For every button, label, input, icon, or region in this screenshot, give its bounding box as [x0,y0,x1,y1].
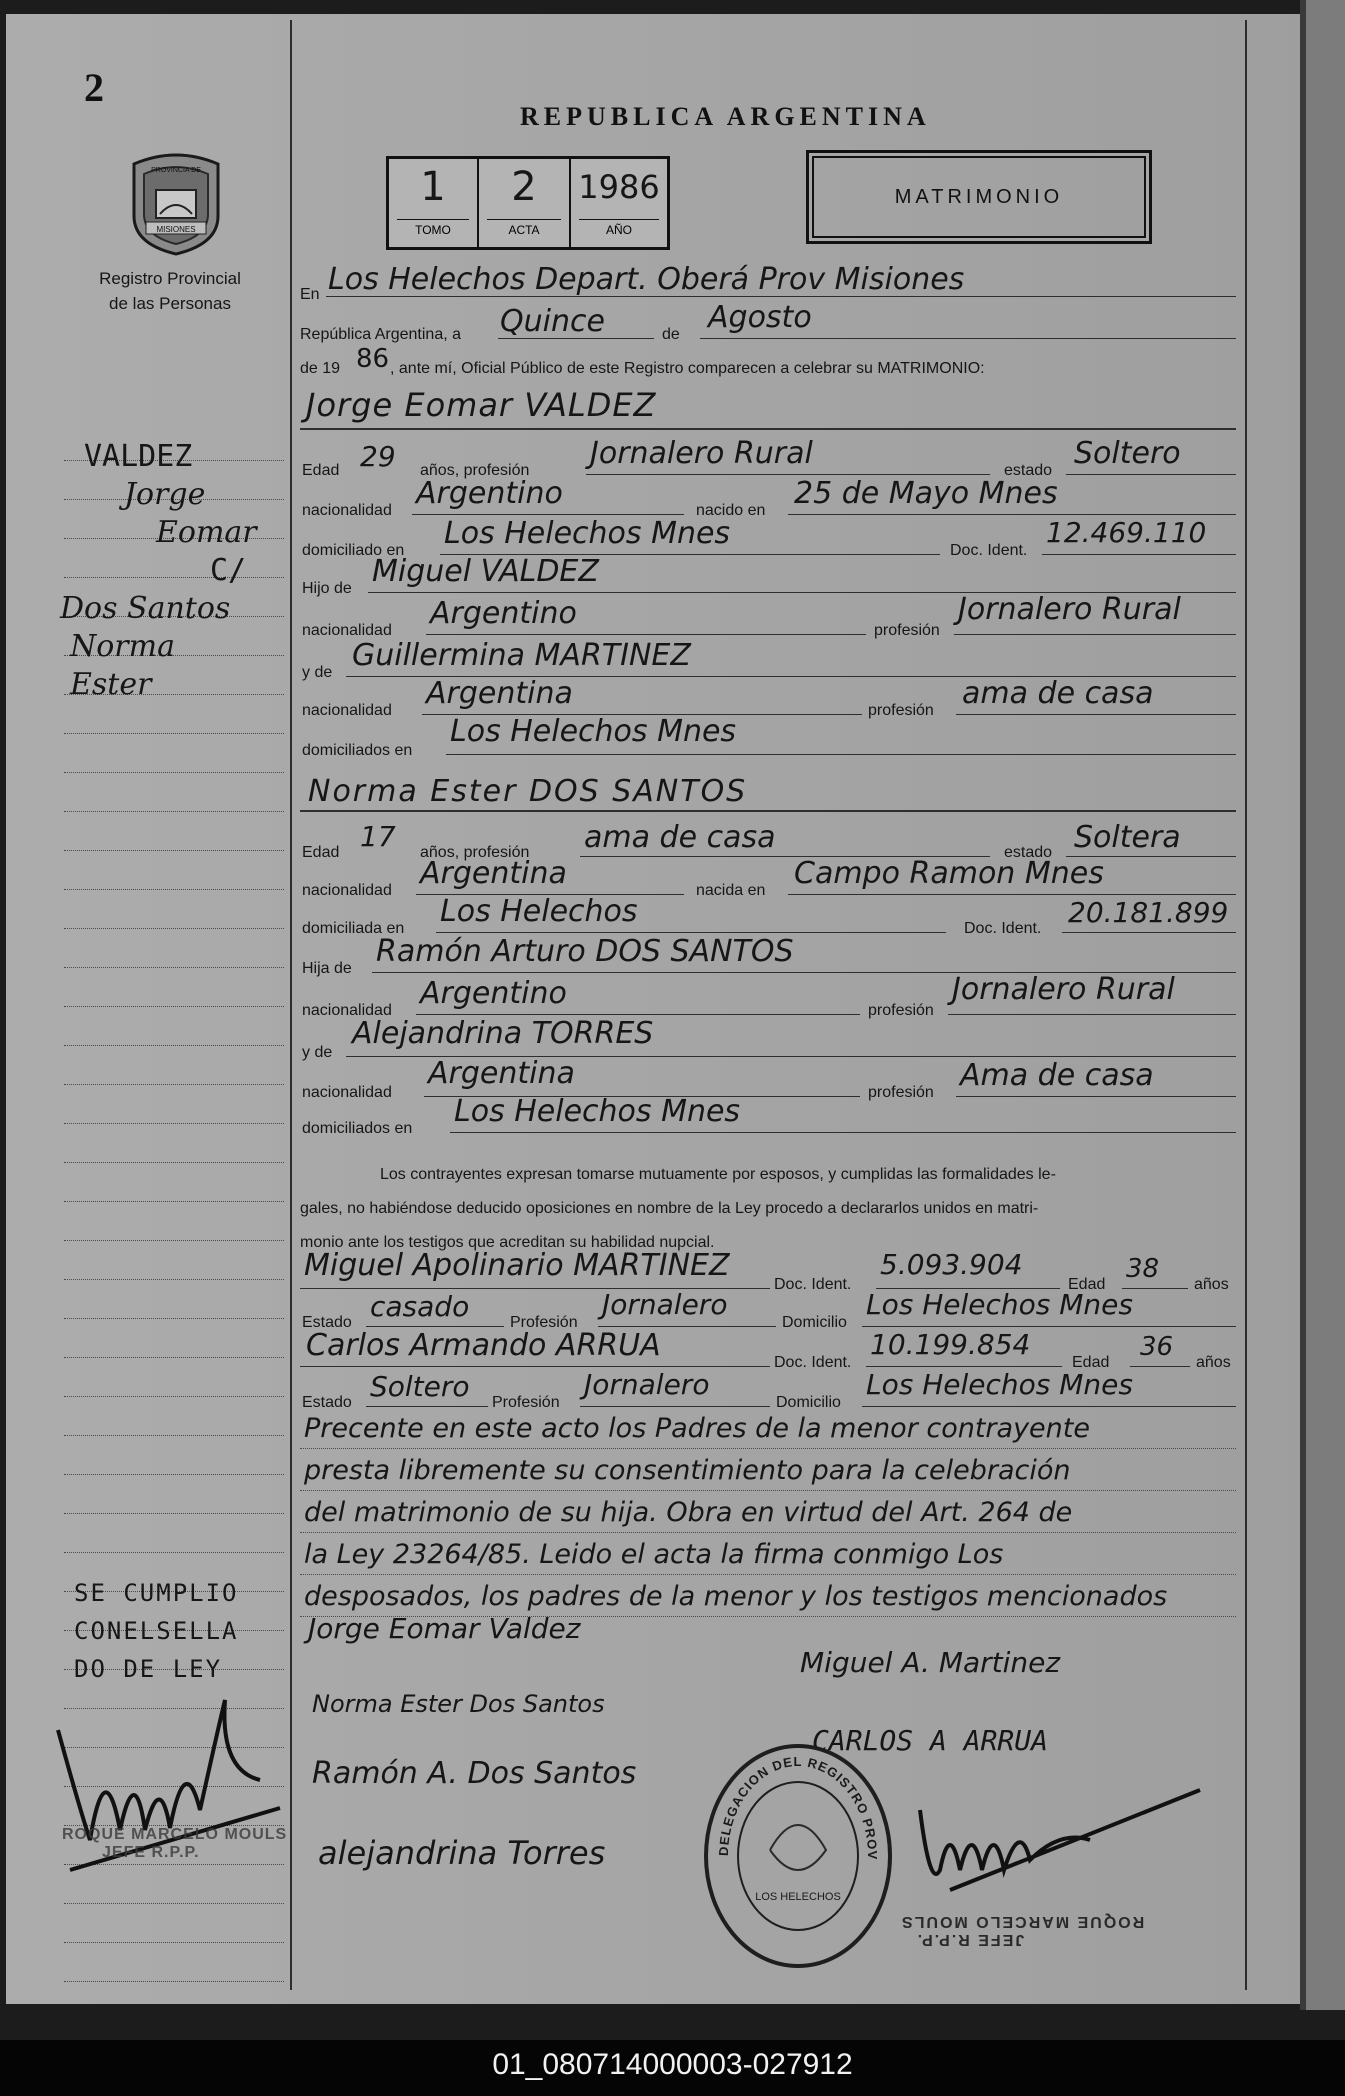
record-type-label: MATRIMONIO [894,185,1064,208]
bride-full-name: Norma Ester DOS SANTOS [308,774,748,809]
groom-signature: Jorge Eomar Valdez [308,1612,581,1645]
margin-surname: VALDEZ [84,439,193,474]
bride-doc: 20.181.899 [1068,896,1229,929]
groom-civil-status: Soltero [1074,436,1181,471]
witness-1-years-label: años [1194,1276,1229,1293]
svg-text:DELEGACION DEL REGISTRO PROVIN [700,1740,880,1860]
margin-dotted-line [64,1552,284,1553]
groom-profession: Jornalero Rural [590,436,813,471]
registry-line-1: Registro Provincial [99,269,241,288]
bride-birthplace: Campo Ramon Mnes [794,856,1104,891]
margin-dotted-line [64,733,284,734]
margin-official-stamp [62,1826,287,1862]
year-prefix: de 19 [300,360,341,377]
witness-2-signature: CARLOS A ARRUA [812,1724,1049,1757]
marriage-month: Agosto [708,300,812,335]
bride-status-label: estado [1004,844,1053,861]
groom-domicile: Los Helechos Mnes [444,516,731,551]
bride-mother-nationality: Argentina [428,1056,575,1091]
margin-dotted-line [64,1123,284,1124]
note-line-2: presta libremente su consentimiento para la celebración [304,1455,1071,1486]
bride-age: 17 [360,820,396,853]
bride-signature: Norma Ester Dos Santos [312,1690,605,1718]
de-label: de [662,326,680,343]
groom-profession-label: años, profesión [420,462,530,479]
groom-birthplace: 25 de Mayo Mnes [794,476,1058,511]
bride-father-signature: Ramón A. Dos Santos [312,1756,637,1791]
groom-father-nationality: Argentino [430,596,577,631]
groom-mother-label: y de [302,664,333,681]
witness-2-age: 36 [1140,1332,1174,1362]
declaration-line-3: monio ante los testigos que acreditan su habilidad nupcial. [300,1234,715,1251]
groom-birthplace-label: nacido en [696,502,766,519]
republica-label: República Argentina, a [300,326,461,343]
witness-1-profession-label: Profesión [510,1314,578,1331]
bride-civil-status: Soltera [1074,820,1181,855]
tomo-value: 1 [420,164,446,210]
marriage-day: Quince [500,304,605,339]
witness-1-doc-label: Doc. Ident. [774,1276,852,1293]
margin-bride-name: Norma [70,629,175,664]
bride-mother: Alejandrina TORRES [352,1016,654,1051]
margin-dotted-line [64,811,284,812]
witness-1-age: 38 [1126,1254,1160,1284]
margin-stamp-title: JEFE R.P.P. [102,1844,200,1861]
declaration-line-2: gales, no habiéndose deducido oposiciones en nombre de la Ley procedo a declararlos unidos en matri- [300,1200,1039,1217]
marriage-place: Los Helechos Depart. Oberá Prov Misiones [328,262,965,297]
groom-age: 29 [360,440,396,473]
witness-1-age-label: Edad [1068,1276,1106,1293]
margin-dotted-line [64,1513,284,1514]
record-type-box [806,150,1152,244]
emblem-top-label: PROVINCIA DE [151,167,201,174]
margin-dotted-line [64,1396,284,1397]
witness-1-domicile: Los Helechos Mnes [866,1288,1133,1321]
witness-2-age-label: Edad [1072,1354,1110,1371]
declaration-text [300,1158,1240,1260]
margin-dotted-line [64,1045,284,1046]
stamp-title: JEFE R.P.P. [915,1931,1025,1948]
margin-dotted-line [64,1981,284,1982]
bride-mother-profession-label: profesión [868,1084,934,1101]
handwritten-notes [304,1408,1244,1618]
groom-father-profession-label: profesión [874,622,940,639]
bride-name-line [300,810,1236,812]
bride-mother-signature: alejandrina Torres [318,1834,606,1872]
year-cell [571,159,667,247]
margin-rule [290,20,292,1990]
witness-2-name: Carlos Armando ARRUA [306,1328,661,1363]
margin-dotted-line [64,967,284,968]
seal-center-text: LOS HELECHOS [755,1891,841,1903]
witness-1-status: casado [370,1290,470,1323]
bride-parents-domicile: Los Helechos Mnes [454,1094,741,1129]
seal-note-line-1: SE CUMPLIO [74,1579,239,1607]
margin-dotted-line [64,1318,284,1319]
bride-father-nationality: Argentino [420,976,567,1011]
page-number: 2 [84,65,104,110]
bride-mother-label: y de [302,1044,333,1061]
seal-note-line-3: DO DE LEY [74,1655,223,1683]
bride-birthplace-label: nacida en [696,882,766,899]
margin-dotted-line [64,1162,284,1163]
groom-mother-profession: ama de casa [962,676,1154,711]
margin-dotted-line [64,1201,284,1202]
margin-dotted-line [64,1279,284,1280]
margin-stamp-name: ROQUE MARCELO MOULS [62,1826,288,1843]
groom-father-profession: Jornalero Rural [958,592,1181,627]
registry-line-2: de las Personas [109,294,231,313]
witness-2-domicile: Los Helechos Mnes [866,1368,1133,1401]
bride-nationality: Argentina [420,856,567,891]
bride-father-profession-label: profesión [868,1002,934,1019]
margin-dotted-line [64,1903,284,1904]
registry-name [60,266,280,316]
province-emblem [124,146,228,256]
witness-1-profession: Jornalero [602,1288,728,1321]
witness-2-profession: Jornalero [584,1368,710,1401]
margin-dotted-line [64,889,284,890]
intro-statement: , ante mí, Oficial Público de este Registro comparecen a celebrar su MATRIMONIO: [390,360,985,377]
margin-conjunction: C/ [210,553,247,588]
tomo-label: TOMO [415,223,451,237]
witness-2-doc-label: Doc. Ident. [774,1354,852,1371]
bride-domicile-label: domiciliada en [302,920,405,937]
margin-dotted-line [64,772,284,773]
emblem-label: MISIONES [156,225,196,234]
bride-profession: ama de casa [584,820,776,855]
note-line-5: desposados, los padres de la menor y los testigos mencionados [304,1581,1168,1612]
margin-dotted-line [64,1240,284,1241]
groom-parents-domicile: Los Helechos Mnes [450,714,737,749]
groom-nationality: Argentino [416,476,563,511]
seal-compliance-note [74,1574,239,1688]
record-number-box [386,156,670,250]
bride-father-nationality-label: nacionalidad [302,1002,392,1019]
scan-file-code: 01_080714000003-027912 [492,2048,853,2081]
groom-mother-profession-label: profesión [868,702,934,719]
groom-doc: 12.469.110 [1046,516,1207,549]
groom-status-label: estado [1004,462,1053,479]
margin-names-note [60,438,290,704]
right-margin-rule [1245,20,1247,1990]
margin-dotted-line [64,928,284,929]
witness-1-doc: 5.093.904 [880,1248,1023,1281]
groom-name-line [300,428,1236,430]
witness-1-domicile-label: Domicilio [782,1314,847,1331]
year-value: 1986 [578,168,660,206]
groom-nationality-label: nacionalidad [302,502,392,519]
acta-value: 2 [511,164,537,210]
groom-doc-label: Doc. Ident. [950,542,1028,559]
bride-domicile: Los Helechos [440,894,638,929]
margin-dotted-line [64,1435,284,1436]
margin-dotted-line [64,850,284,851]
bride-age-label: Edad [302,844,340,861]
bride-mother-nationality-label: nacionalidad [302,1084,392,1101]
year-label: AÑO [605,223,632,237]
groom-domicile-label: domiciliado en [302,542,405,559]
margin-dotted-line [64,1357,284,1358]
margin-second-name: Eomar [156,515,257,550]
seal-note-line-2: CONELSELLA [74,1617,239,1645]
page-edge [1300,0,1345,2010]
groom-father-nationality-label: nacionalidad [302,622,392,639]
bride-father-label: Hija de [302,960,352,977]
witness-1-status-label: Estado [302,1314,352,1331]
margin-dotted-line [64,1006,284,1007]
groom-mother: Guillermina MARTINEZ [352,638,691,673]
witness-1-name: Miguel Apolinario MARTINEZ [304,1248,730,1283]
groom-father-label: Hijo de [302,580,352,597]
witness-2-profession-label: Profesión [492,1394,560,1411]
bride-nationality-label: nacionalidad [302,882,392,899]
groom-parents-domicile-label: domiciliados en [302,742,413,759]
seal-arc-text: DELEGACION DEL REGISTRO PROV [715,1753,881,1861]
bride-father-profession: Jornalero Rural [952,972,1175,1007]
bride-doc-label: Doc. Ident. [964,920,1042,937]
note-line-1: Precente en este acto los Padres de la menor contrayente [304,1413,1090,1444]
groom-mother-nationality-label: nacionalidad [302,702,392,719]
bride-parents-domicile-label: domiciliados en [302,1120,413,1137]
witness-2-domicile-label: Domicilio [776,1394,841,1411]
declaration-line-1: Los contrayentes expresan tomarse mutuamente por esposos, y cumplidas las formalidades le- [380,1166,1056,1183]
witness-2-status: Soltero [370,1370,470,1403]
witness-2-status-label: Estado [302,1394,352,1411]
acta-cell [479,159,571,247]
margin-dotted-line [64,1474,284,1475]
bride-profession-label: años, profesión [420,844,530,861]
note-line-3: del matrimonio de su hija. Obra en virtud del Art. 264 de [304,1497,1073,1528]
note-line-4: la Ley 23264/85. Leido el acta la firma conmigo Los [304,1539,1004,1570]
witness-2-doc: 10.199.854 [870,1328,1031,1361]
groom-mother-nationality: Argentina [426,676,573,711]
margin-bride-surname: Dos Santos [60,591,231,626]
registry-round-seal [700,1740,896,1972]
bride-mother-profession: Ama de casa [960,1058,1154,1093]
country-title: REPUBLICA ARGENTINA [520,102,931,131]
groom-full-name: Jorge Eomar VALDEZ [306,386,657,424]
margin-dotted-line [64,1942,284,1943]
groom-father: Miguel VALDEZ [372,554,599,589]
stamp-name: ROQUE MARCELO MOULS [900,1913,1145,1930]
bride-father: Ramón Arturo DOS SANTOS [376,934,794,969]
marriage-year: 86 [356,344,390,374]
margin-first-name: Jorge [124,477,206,512]
witness-2-years-label: años [1196,1354,1231,1371]
official-signature [910,1780,1210,1910]
margin-dotted-line [64,1084,284,1085]
margin-bride-second-name: Ester [70,667,152,702]
en-label: En [300,286,320,303]
place-line [326,296,1236,297]
inverted-official-stamp [900,1912,1144,1948]
groom-age-label: Edad [302,462,340,479]
witness-1-signature: Miguel A. Martinez [800,1646,1061,1679]
acta-label: ACTA [508,223,540,237]
tomo-cell [389,159,479,247]
